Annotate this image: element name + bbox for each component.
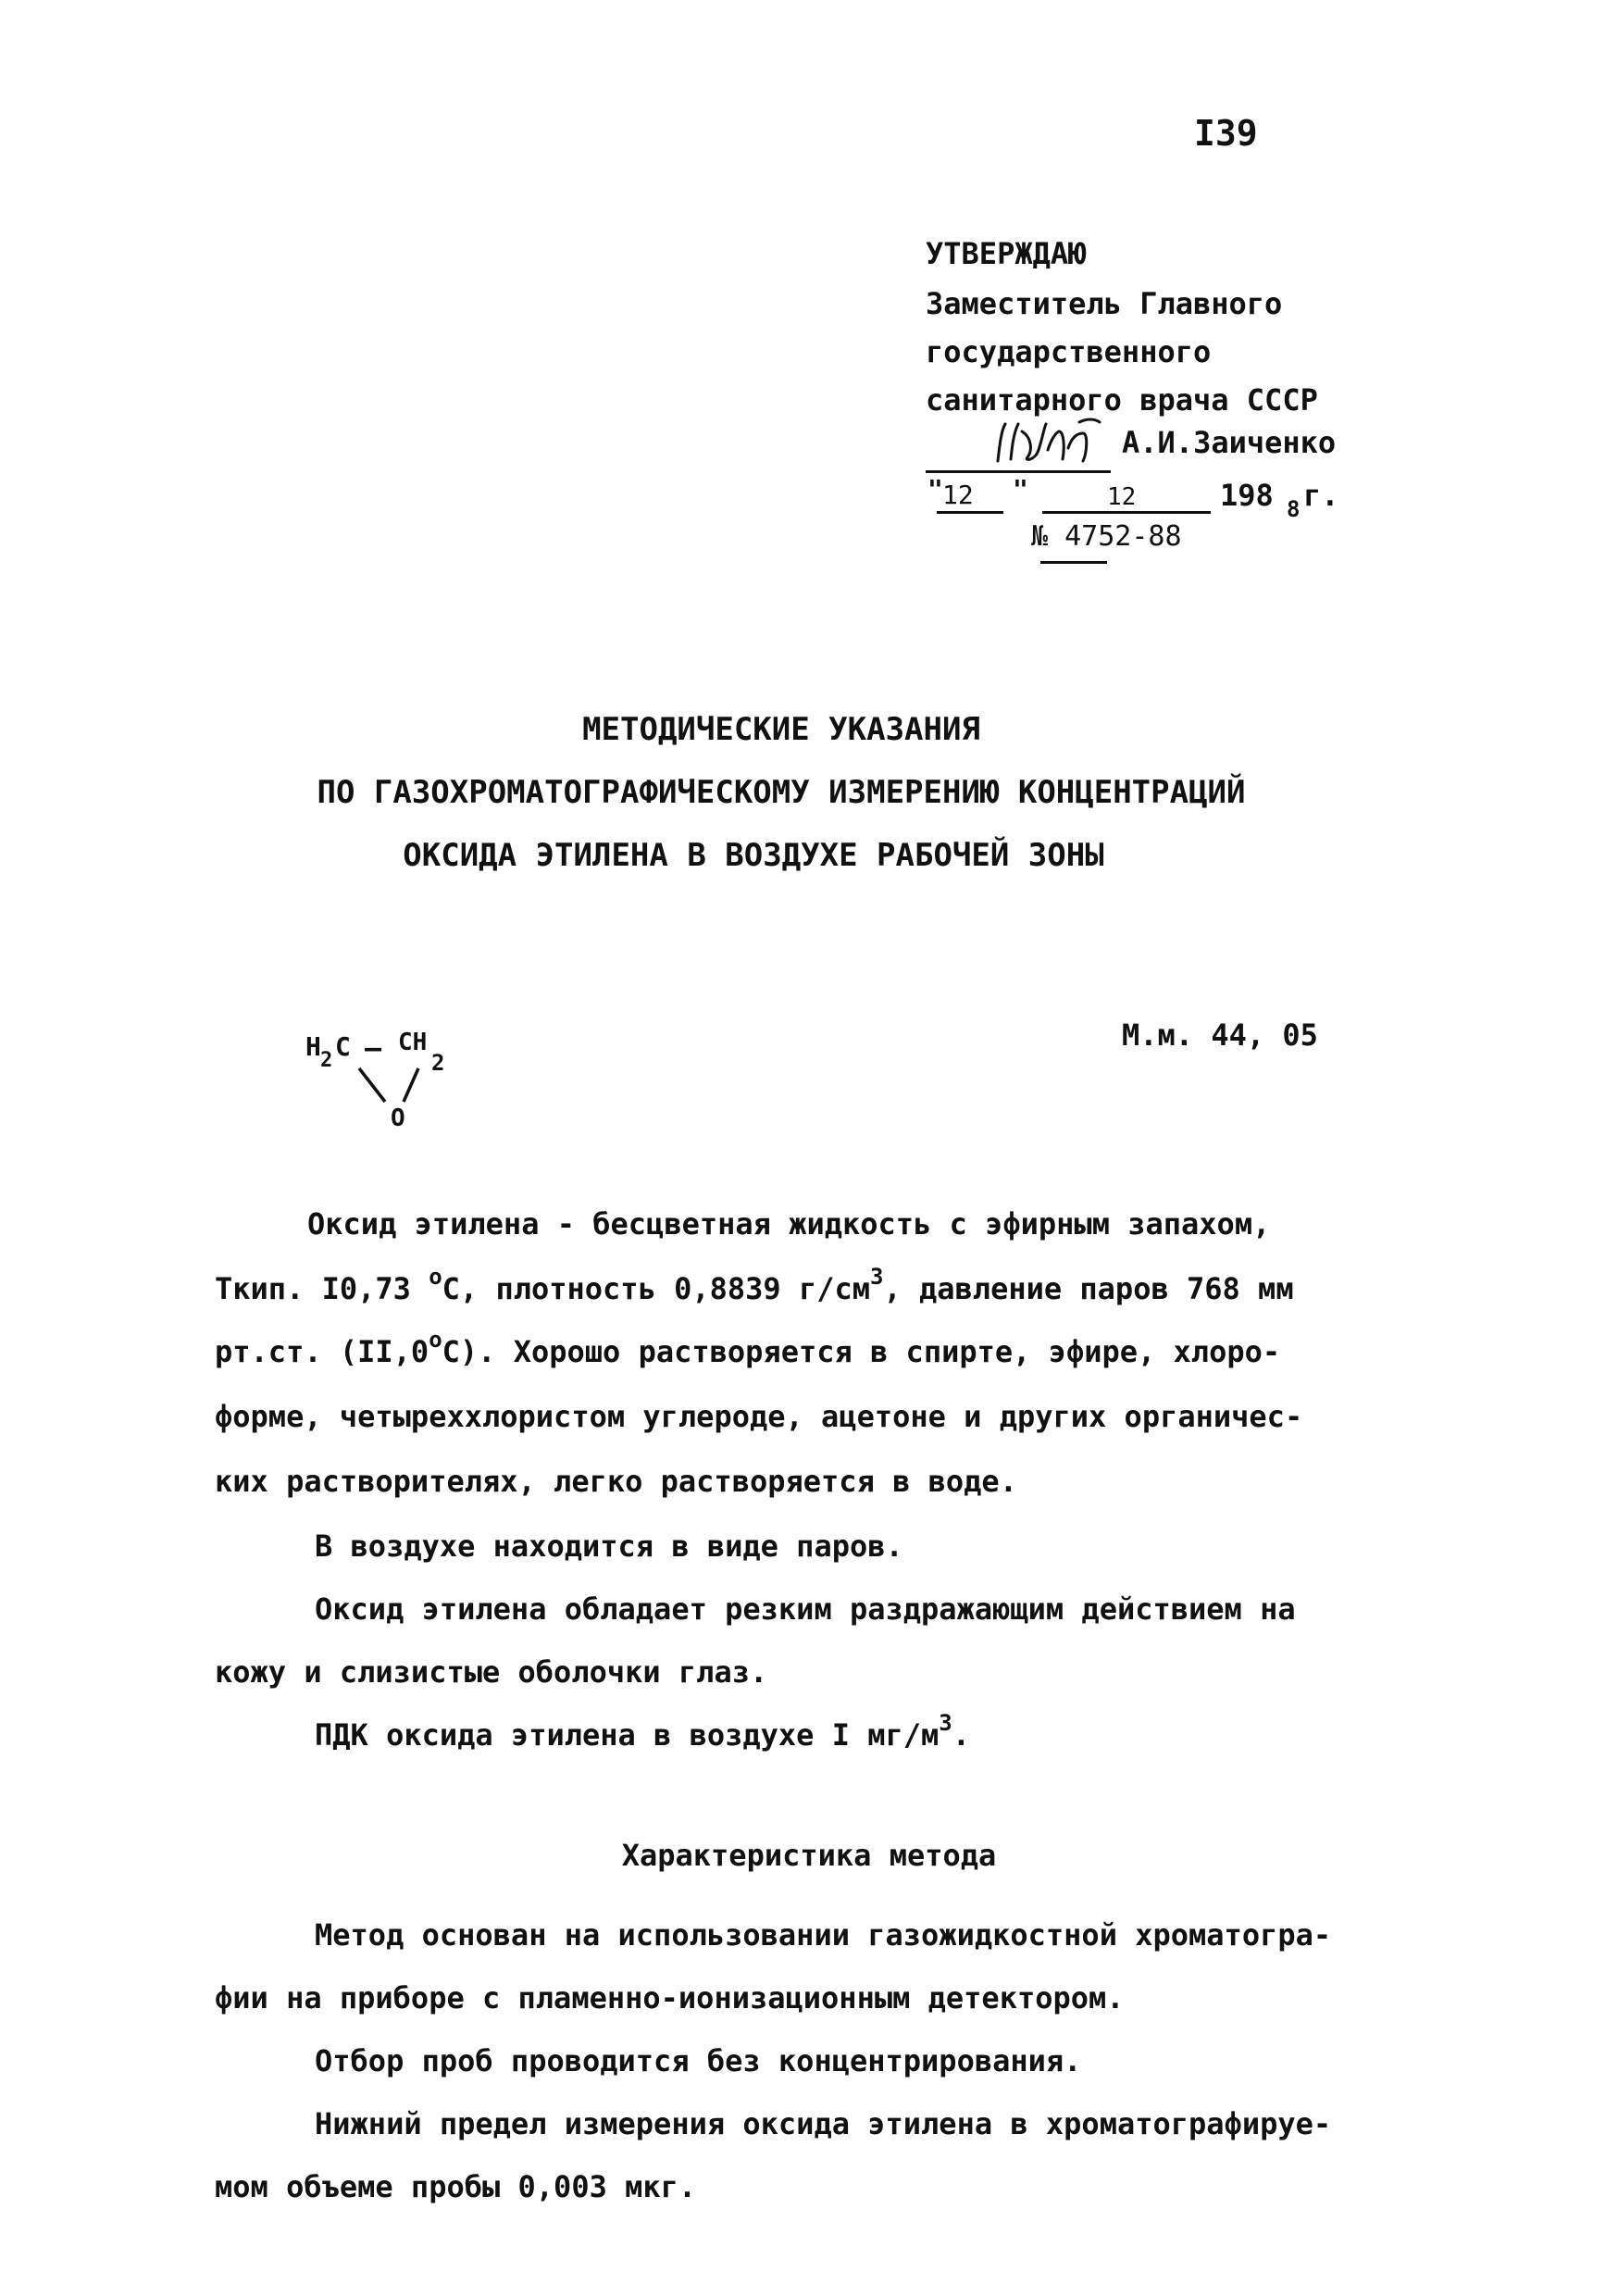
formula-right-group: CH (398, 1029, 428, 1056)
section-heading: Характеристика метода (621, 1838, 997, 1873)
approval-position-line: Заместитель Главного (926, 286, 1283, 321)
approver-name: А.И.Заиченко (1122, 425, 1337, 460)
date-open-quote: " (927, 474, 943, 505)
approval-position-line: санитарного врача СССР (926, 382, 1318, 418)
date-day: 12 (942, 480, 974, 510)
ethylene-oxide-structural-formula (305, 1022, 509, 1133)
formula-left-subscript: 2 (320, 1049, 333, 1072)
document-title-line: МЕТОДИЧЕСКИЕ УКАЗАНИЯ (582, 711, 980, 748)
formula-bond-dash: – (365, 1032, 382, 1065)
properties-paragraph-line: кожу и слизистые оболочки глаз. (215, 1654, 768, 1690)
document-title-line: ОКСИДА ЭТИЛЕНА В ВОЗДУХЕ РАБОЧЕЙ ЗОНЫ (403, 837, 1104, 874)
date-close-quote: " (1013, 474, 1028, 505)
molar-mass: М.м. 44, 05 (1122, 1017, 1318, 1053)
properties-paragraph-line: рт.ст. (II,0$^o$С). Хорошо растворяется в спирте, эфире, хлоро- (215, 1327, 1281, 1369)
properties-paragraph-line: Ткип. I0,73 $^o$С, плотность 0,8839 $г/см^3$, давление паров 768 мм (215, 1264, 1294, 1306)
page-number: I39 (1194, 113, 1258, 154)
document-title-line: ПО ГАЗОХРОМАТОГРАФИЧЕСКОМУ ИЗМЕРЕНИЮ КОНЦЕНТРАЦИЙ (317, 774, 1246, 811)
properties-paragraph-line: Оксид этилена - бесцветная жидкость с эфирным запахом, (307, 1206, 1271, 1242)
formula-left-group: H (305, 1031, 321, 1062)
formula-left-atom: C (335, 1031, 351, 1062)
properties-paragraph: В воздухе находится в виде паров. (315, 1529, 903, 1564)
approval-position-line: государственного (926, 334, 1212, 369)
method-paragraph-line: мом объеме пробы 0,003 мкг. (215, 2169, 697, 2204)
date-day-line (937, 511, 1003, 514)
properties-paragraph-line: форме, четыреххлористом углероде, ацетоне и других органичес- (215, 1399, 1303, 1434)
properties-paragraph-line: Оксид этилена обладает резким раздражающим действием на (315, 1591, 1296, 1627)
formula-oxygen: O (391, 1104, 405, 1132)
formula-right-subscript: 2 (431, 1050, 445, 1076)
date-year-suffix: г. (1303, 478, 1339, 513)
handwritten-signature (990, 413, 1101, 468)
method-paragraph-line: Нижний предел измерения оксида этилена в хроматографируе- (315, 2106, 1332, 2141)
date-year-prefix: 198 (1220, 478, 1274, 513)
date-year-digit: 8 (1287, 496, 1301, 522)
signature-line (926, 470, 1111, 473)
formula-bond-right (404, 1068, 418, 1102)
formula-bond-left (359, 1068, 385, 1102)
approval-heading: УТВЕРЖДАЮ (926, 236, 1087, 271)
mac-paragraph: ПДК оксида этилена в воздухе I $мг/м^3$. (315, 1710, 971, 1753)
method-paragraph-line: Метод основан на использовании газожидкостной хроматогра- (315, 1917, 1332, 1953)
properties-paragraph-line: ких растворителях, легко растворяется в воде. (215, 1464, 1017, 1499)
registration-underline (1040, 561, 1107, 564)
date-month-line (1042, 511, 1211, 514)
registration-number: № 4752-88 (1031, 520, 1182, 553)
method-paragraph: Отбор проб проводится без концентрирования. (315, 2043, 1082, 2078)
date-month: 12 (1107, 483, 1137, 511)
method-paragraph-line: фии на приборе с пламенно-ионизационным детектором. (215, 1980, 1125, 2015)
